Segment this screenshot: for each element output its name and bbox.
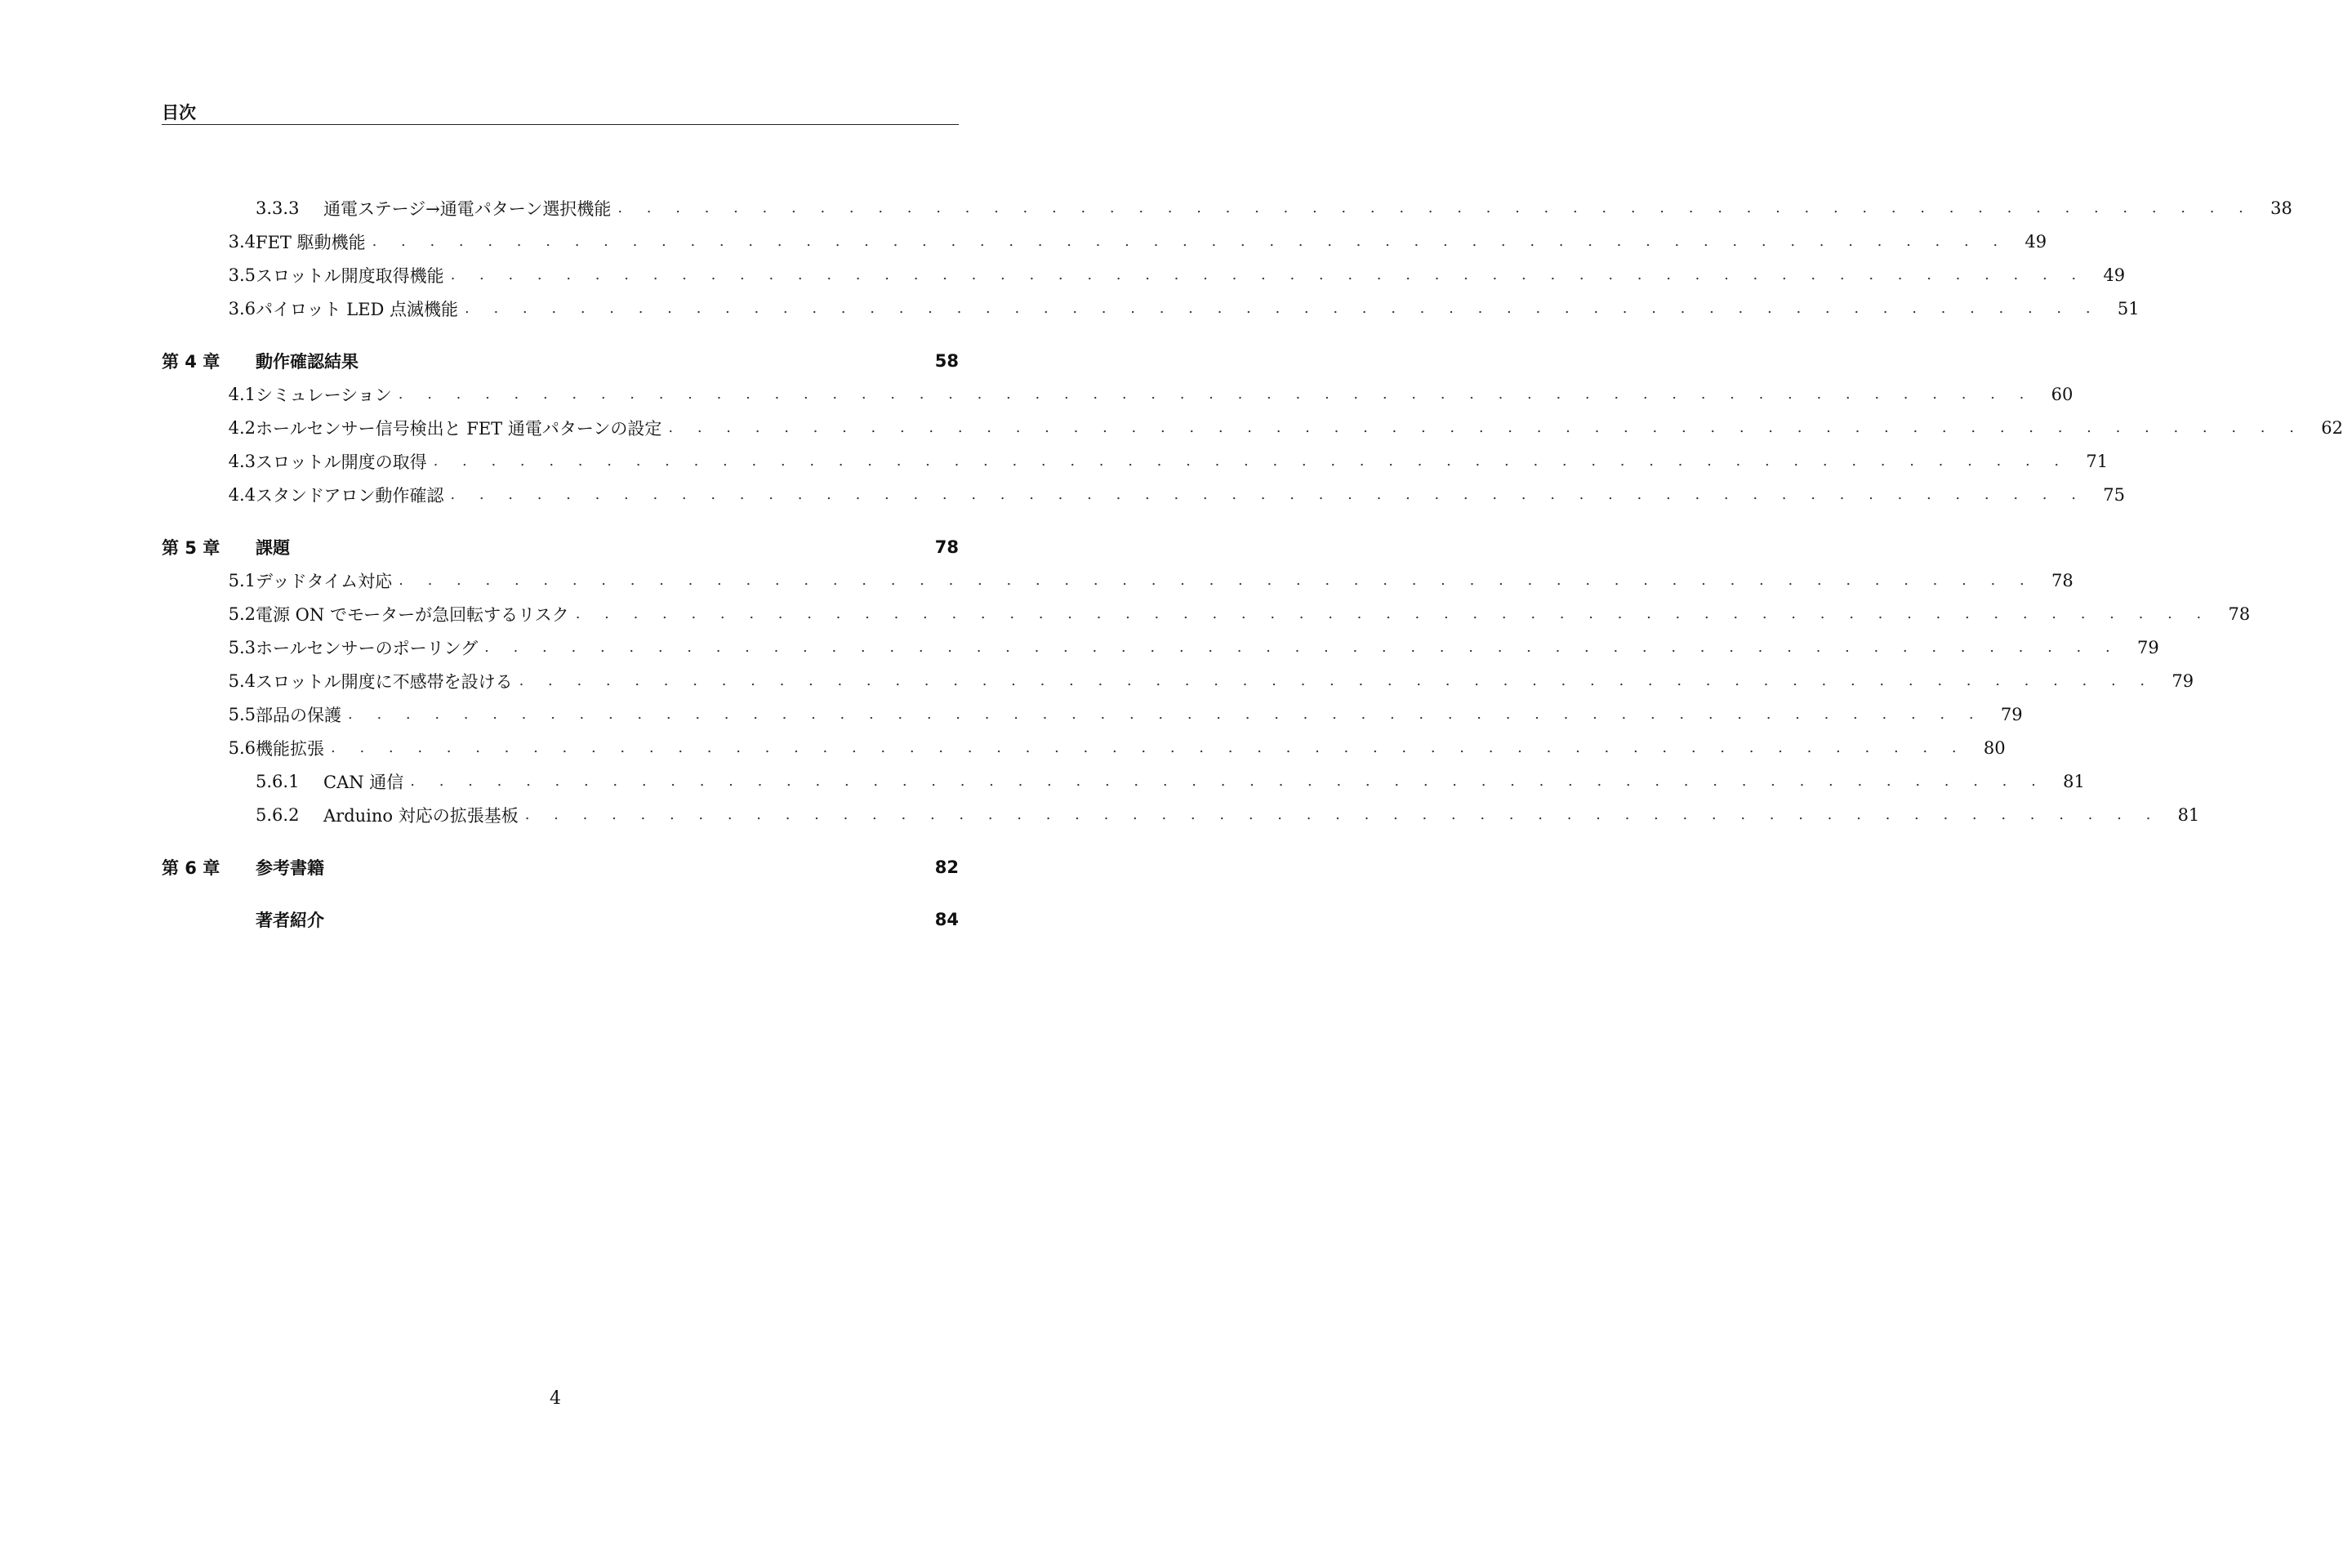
toc-entry-number: 5.2	[228, 604, 256, 624]
toc-entry-number: 5.1	[228, 570, 256, 590]
toc-entry[interactable]	[162, 530, 959, 564]
toc-entry-page: 75	[2103, 484, 2125, 505]
toc-entry-number: 5.6.1	[256, 771, 300, 791]
toc-entry-title: 参考書籍	[256, 858, 324, 878]
toc-entry-page: 81	[2177, 804, 2200, 825]
toc-entry[interactable]	[162, 191, 2292, 225]
toc-entry[interactable]	[162, 564, 2074, 597]
toc-entry-page: 84	[934, 909, 959, 929]
table-of-contents	[162, 191, 2343, 936]
toc-entry-page: 62	[2321, 417, 2343, 438]
toc-entry-number: 4.1	[228, 384, 256, 404]
toc-entry-page: 79	[2172, 670, 2194, 691]
dot-leader: . . . . . . . . . . . . . . . . . . . . . . . . . . . . . . . . . . . . . . . . . . . . . . . . . . . . . . . . .	[575, 605, 2212, 622]
toc-entry[interactable]	[162, 292, 2140, 325]
dot-leader: . . . . . . . . . . . . . . . . . . . . . . . . . . . . . . . . . . . . . . . . . . . . . . . . . . . . . . . . .	[450, 266, 2087, 283]
toc-entry-page: 51	[2117, 298, 2140, 318]
toc-entry[interactable]	[162, 444, 2109, 478]
toc-entry-page: 78	[934, 537, 959, 557]
toc-entry-page: 49	[2025, 231, 2047, 252]
dot-leader: . . . . . . . . . . . . . . . . . . . . . . . . . . . . . . . . . . . . . . . . . . . . . . . . . . . . . . . . .	[668, 419, 2304, 436]
dot-leader: . . . . . . . . . . . . . . . . . . . . . . . . . . . . . . . . . . . . . . . . . . . . . . . . . . . . . . . . .	[372, 233, 2008, 250]
toc-entry[interactable]	[162, 258, 2126, 292]
toc-entry-page: 60	[2051, 384, 2074, 404]
dot-leader: . . . . . . . . . . . . . . . . . . . . . . . . . . . . . . . . . . . . . . . . . . . . . . . . . . . . . . . . .	[433, 452, 2069, 470]
toc-entry-title: 著者紹介	[256, 910, 324, 930]
toc-entry-number: 3.6	[228, 298, 256, 318]
toc-entry-title: シミュレーション	[256, 385, 392, 405]
running-header	[162, 100, 959, 125]
toc-entry-title: スロットル開度取得機能	[256, 265, 444, 286]
toc-entry-title: ホールセンサー信号検出と FET 通電パターンの設定	[256, 418, 662, 439]
toc-entry-page: 58	[934, 350, 959, 371]
toc-entry-title: スロットル開度に不感帯を設ける	[256, 671, 513, 692]
toc-entry-number: 5.5	[228, 704, 256, 724]
header-title: 目次	[162, 103, 196, 122]
toc-entry[interactable]	[162, 850, 959, 884]
toc-entry-number: 4.4	[228, 484, 256, 505]
toc-entry-number: 3.3.3	[256, 198, 300, 218]
toc-entry[interactable]	[162, 664, 2194, 697]
toc-entry-title: 機能拡張	[256, 738, 324, 759]
toc-entry[interactable]	[162, 902, 959, 936]
toc-entry[interactable]	[162, 731, 2006, 764]
toc-entry-page: 38	[2270, 198, 2292, 218]
toc-entry-title: スロットル開度の取得	[256, 452, 427, 472]
toc-entry-title: パイロット LED 点滅機能	[256, 299, 459, 319]
toc-entry-number: 5.6.2	[256, 804, 300, 825]
toc-entry-number: 5.3	[228, 637, 256, 657]
toc-entry[interactable]	[162, 597, 2251, 630]
toc-entry-title: CAN 通信	[323, 772, 404, 792]
toc-entry-number: 5.4	[228, 670, 256, 691]
toc-entry-number: 第 6 章	[162, 858, 220, 878]
dot-leader: . . . . . . . . . . . . . . . . . . . . . . . . . . . . . . . . . . . . . . . . . . . . . . . . . . . . . . . . .	[524, 806, 2161, 823]
toc-entry-page: 82	[934, 857, 959, 877]
dot-leader: . . . . . . . . . . . . . . . . . . . . . . . . . . . . . . . . . . . . . . . . . . . . . . . . . . . . . . . . .	[484, 639, 2120, 656]
toc-entry-number: 3.4	[228, 231, 256, 252]
dot-leader: . . . . . . . . . . . . . . . . . . . . . . . . . . . . . . . . . . . . . . . . . . . . . . . . . . . . . . . . .	[331, 739, 1967, 756]
toc-entry-number: 4.3	[228, 451, 256, 471]
toc-entry[interactable]	[162, 344, 959, 377]
toc-entry-title: ホールセンサーのポーリング	[256, 638, 479, 658]
toc-entry-title: 課題	[256, 537, 290, 558]
toc-entry-title: 電源 ON でモーターが急回転するリスク	[256, 604, 569, 625]
toc-entry-title: デッドタイム対応	[256, 571, 393, 591]
toc-entry-page: 81	[2063, 771, 2085, 791]
toc-entry[interactable]	[162, 630, 2159, 664]
toc-entry[interactable]	[162, 478, 2125, 511]
toc-entry[interactable]	[162, 697, 2023, 731]
toc-entry-page: 71	[2086, 451, 2109, 471]
toc-entry-number: 第 5 章	[162, 537, 220, 558]
toc-entry[interactable]	[162, 764, 2085, 798]
toc-entry-title: Arduino 対応の拡張基板	[323, 805, 519, 826]
toc-entry-page: 78	[2228, 604, 2251, 624]
toc-entry-number: 4.2	[228, 417, 256, 438]
dot-leader: . . . . . . . . . . . . . . . . . . . . . . . . . . . . . . . . . . . . . . . . . . . . . . . . . . . . . . . . .	[450, 486, 2086, 503]
toc-entry[interactable]	[162, 798, 2200, 831]
toc-entry-number: 3.5	[228, 265, 256, 285]
dot-leader: . . . . . . . . . . . . . . . . . . . . . . . . . . . . . . . . . . . . . . . . . . . . . . . . . . . . . . . . .	[398, 385, 2034, 403]
toc-entry-title: 動作確認結果	[256, 351, 359, 372]
toc-entry-page: 78	[2051, 570, 2074, 590]
toc-entry-title: 通電ステージ→通電パターン選択機能	[323, 198, 612, 219]
dot-leader: . . . . . . . . . . . . . . . . . . . . . . . . . . . . . . . . . . . . . . . . . . . . . . . . . . . . . . . . .	[399, 572, 2034, 589]
dot-leader: . . . . . . . . . . . . . . . . . . . . . . . . . . . . . . . . . . . . . . . . . . . . . . . . . . . . . . . . .	[465, 300, 2100, 317]
toc-entry-page: 79	[2137, 637, 2159, 657]
toc-entry-number: 5.6	[228, 737, 256, 758]
toc-entry-title: FET 駆動機能	[256, 232, 366, 252]
toc-entry-page: 79	[2000, 704, 2023, 724]
toc-entry-title: 部品の保護	[256, 705, 341, 725]
toc-entry-page: 80	[1983, 737, 2006, 758]
dot-leader: . . . . . . . . . . . . . . . . . . . . . . . . . . . . . . . . . . . . . . . . . . . . . . . . . . . . . . . . .	[519, 672, 2155, 689]
page-number: 4	[550, 1388, 561, 1409]
toc-entry[interactable]	[162, 377, 2074, 411]
toc-entry[interactable]	[162, 411, 2343, 444]
dot-leader: . . . . . . . . . . . . . . . . . . . . . . . . . . . . . . . . . . . . . . . . . . . . . . . . . . . . . . . . .	[410, 773, 2046, 790]
toc-entry-page: 49	[2103, 265, 2126, 285]
dot-leader: . . . . . . . . . . . . . . . . . . . . . . . . . . . . . . . . . . . . . . . . . . . . . . . . . . . . . . . . .	[348, 706, 1984, 723]
toc-entry[interactable]	[162, 225, 2047, 258]
toc-entry-number: 第 4 章	[162, 351, 220, 372]
toc-entry-title: スタンドアロン動作確認	[256, 485, 444, 506]
dot-leader: . . . . . . . . . . . . . . . . . . . . . . . . . . . . . . . . . . . . . . . . . . . . . . . . . . . . . . . . .	[617, 199, 2253, 216]
